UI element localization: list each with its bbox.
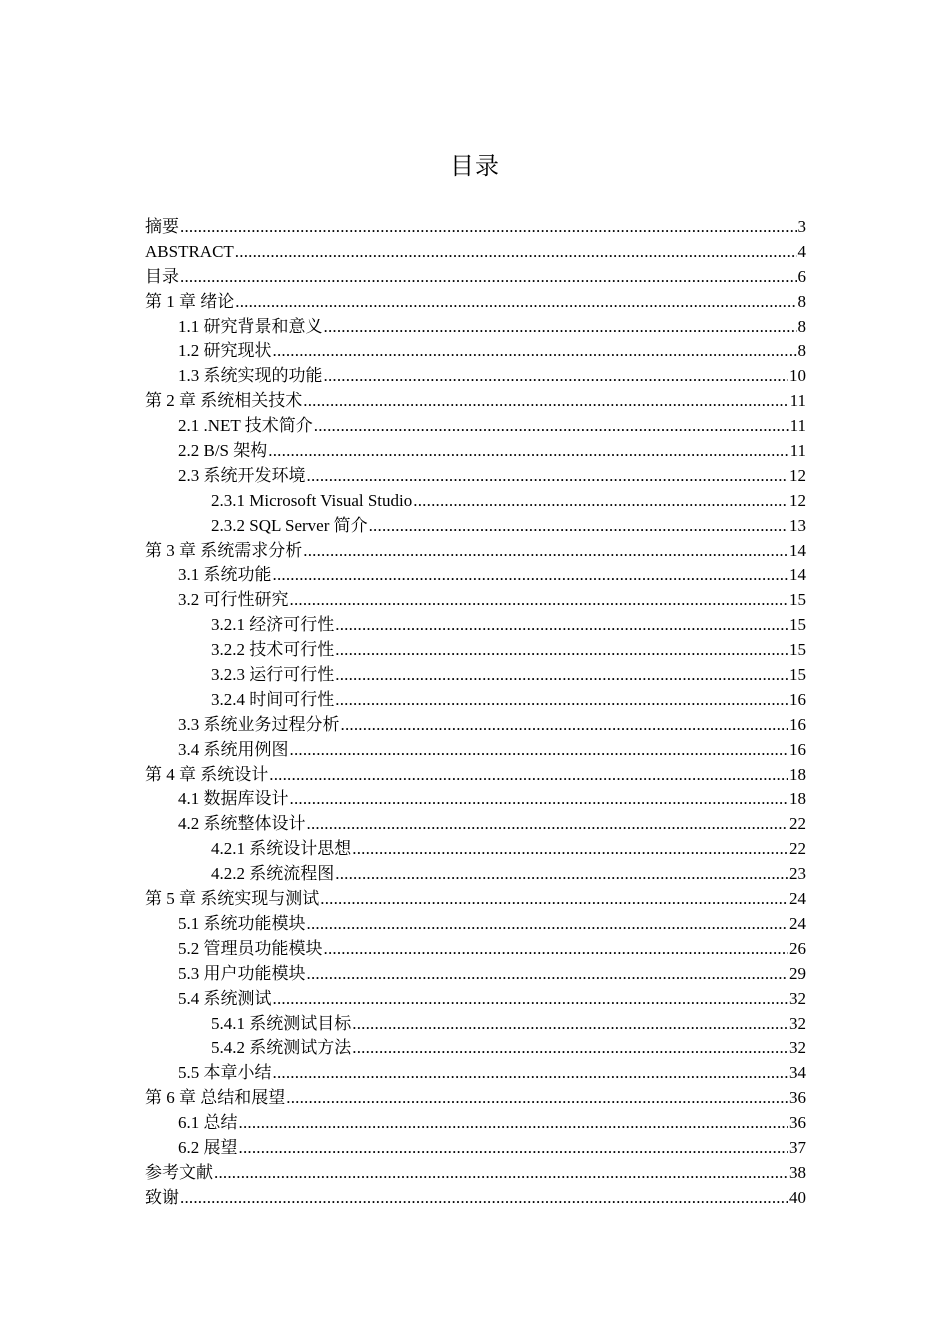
toc-entry[interactable] <box>145 588 806 613</box>
toc-entry[interactable] <box>145 713 806 738</box>
toc-entry-page-number: 22 <box>789 814 806 834</box>
toc-entry-page-number: 15 <box>789 615 806 635</box>
toc-entry[interactable] <box>145 215 806 240</box>
toc-dot-leader <box>307 464 789 489</box>
toc-entry-page-number: 32 <box>789 1038 806 1058</box>
toc-dot-leader <box>239 1111 789 1136</box>
toc-entry[interactable] <box>145 862 806 887</box>
toc-entry-page-number: 18 <box>789 789 806 809</box>
toc-entry-label: 第 5 章 系统实现与测试 <box>145 889 320 909</box>
toc-entry-label: 5.4.1 系统测试目标 <box>211 1013 352 1033</box>
toc-dot-leader <box>180 1186 788 1211</box>
toc-dot-leader <box>413 489 788 514</box>
toc-entry[interactable] <box>145 638 806 663</box>
toc-entry-page-number: 18 <box>789 764 806 784</box>
toc-entry-page-number: 13 <box>789 515 806 535</box>
toc-entry[interactable] <box>145 987 806 1012</box>
toc-entry-label: 3.2 可行性研究 <box>178 590 289 610</box>
toc-dot-leader <box>335 663 788 688</box>
toc-entry-label: 3.1 系统功能 <box>178 565 272 585</box>
toc-entry-page-number: 26 <box>789 938 806 958</box>
toc-entry-label: 5.1 系统功能模块 <box>178 913 306 933</box>
toc-dot-leader <box>335 638 788 663</box>
toc-entry-page-number: 36 <box>789 1113 806 1133</box>
toc-entry-label: 4.2.1 系统设计思想 <box>211 839 352 859</box>
toc-dot-leader <box>273 987 789 1012</box>
toc-dot-leader <box>335 862 788 887</box>
toc-entry[interactable] <box>145 912 806 937</box>
toc-dot-leader <box>324 364 789 389</box>
toc-entry[interactable] <box>145 1036 806 1061</box>
toc-entry-page-number: 24 <box>789 913 806 933</box>
toc-dot-leader <box>214 1161 788 1186</box>
toc-entry-label: 5.4 系统测试 <box>178 988 272 1008</box>
toc-dot-leader <box>290 588 789 613</box>
toc-entry-label: 1.3 系统实现的功能 <box>178 366 323 386</box>
toc-entry[interactable] <box>145 1086 806 1111</box>
toc-entry[interactable] <box>145 688 806 713</box>
toc-entry[interactable] <box>145 887 806 912</box>
toc-entry-page-number: 11 <box>789 416 806 436</box>
toc-entry[interactable] <box>145 414 806 439</box>
toc-entry[interactable] <box>145 787 806 812</box>
toc-dot-leader <box>303 389 788 414</box>
toc-entry[interactable] <box>145 464 806 489</box>
toc-entry[interactable] <box>145 663 806 688</box>
toc-entry[interactable] <box>145 1136 806 1161</box>
toc-entry-page-number: 15 <box>789 665 806 685</box>
toc-entry-label: ABSTRACT <box>145 241 234 261</box>
toc-entry-page-number: 8 <box>797 316 806 336</box>
toc-entry-page-number: 11 <box>789 391 806 411</box>
toc-entry-page-number: 8 <box>797 291 806 311</box>
toc-entry-page-number: 37 <box>789 1137 806 1157</box>
toc-dot-leader <box>369 514 788 539</box>
toc-entry[interactable] <box>145 1012 806 1037</box>
toc-entry-label: 4.2.2 系统流程图 <box>211 864 335 884</box>
page-title: 目录 <box>450 152 500 180</box>
toc-dot-leader <box>235 240 797 265</box>
toc-entry[interactable] <box>145 1161 806 1186</box>
toc-dot-leader <box>303 539 788 564</box>
toc-dot-leader <box>320 887 788 912</box>
toc-dot-leader <box>335 688 788 713</box>
toc-dot-leader <box>268 439 788 464</box>
toc-entry-page-number: 38 <box>789 1162 806 1182</box>
toc-entry[interactable] <box>145 539 806 564</box>
toc-dot-leader <box>314 414 789 439</box>
toc-dot-leader <box>307 812 789 837</box>
toc-dot-leader <box>273 1061 789 1086</box>
toc-entry-label: 第 1 章 绪论 <box>145 291 235 311</box>
toc-entry[interactable] <box>145 364 806 389</box>
table-of-contents <box>145 215 806 1211</box>
toc-entry-page-number: 32 <box>789 988 806 1008</box>
toc-entry-label: 参考文献 <box>145 1162 213 1182</box>
toc-dot-leader <box>273 563 789 588</box>
toc-entry[interactable] <box>145 937 806 962</box>
toc-entry-label: 2.3.1 Microsoft Visual Studio <box>211 490 413 510</box>
toc-entry-page-number: 24 <box>789 889 806 909</box>
toc-entry-page-number: 14 <box>789 540 806 560</box>
toc-entry-label: 4.1 数据库设计 <box>178 789 289 809</box>
toc-dot-leader <box>324 315 797 340</box>
toc-entry-label: 1.1 研究背景和意义 <box>178 316 323 336</box>
toc-entry-label: 1.2 研究现状 <box>178 341 272 361</box>
toc-entry[interactable] <box>145 514 806 539</box>
toc-entry-page-number: 16 <box>789 739 806 759</box>
toc-entry-label: 3.2.1 经济可行性 <box>211 615 335 635</box>
toc-dot-leader <box>307 912 789 937</box>
toc-entry-label: 2.2 B/S 架构 <box>178 441 268 461</box>
toc-entry-label: 摘要 <box>145 217 179 236</box>
toc-entry-page-number: 11 <box>789 441 806 461</box>
toc-entry-label: 致谢 <box>145 1187 179 1207</box>
toc-entry-page-number: 3 <box>797 217 806 236</box>
toc-entry[interactable] <box>145 265 806 290</box>
toc-entry-label: 2.3.2 SQL Server 简介 <box>211 515 368 535</box>
toc-dot-leader <box>269 763 788 788</box>
toc-entry[interactable] <box>145 563 806 588</box>
toc-entry[interactable] <box>145 1186 806 1211</box>
toc-entry-label: 第 2 章 系统相关技术 <box>145 391 303 411</box>
toc-entry-label: 3.3 系统业务过程分析 <box>178 714 340 734</box>
toc-entry[interactable] <box>145 1111 806 1136</box>
toc-entry[interactable] <box>145 489 806 514</box>
toc-entry-label: 2.1 .NET 技术简介 <box>178 416 313 436</box>
toc-entry-page-number: 8 <box>797 341 806 361</box>
toc-entry-page-number: 32 <box>789 1013 806 1033</box>
toc-entry[interactable] <box>145 763 806 788</box>
toc-entry-label: 第 3 章 系统需求分析 <box>145 540 303 560</box>
toc-entry[interactable] <box>145 962 806 987</box>
toc-entry[interactable] <box>145 339 806 364</box>
toc-entry[interactable] <box>145 837 806 862</box>
toc-entry-page-number: 16 <box>789 689 806 709</box>
toc-entry-label: 3.2.3 运行可行性 <box>211 665 335 685</box>
toc-entry[interactable] <box>145 290 806 315</box>
toc-dot-leader <box>286 1086 788 1111</box>
toc-dot-leader <box>180 265 797 290</box>
toc-entry-label: 3.2.2 技术可行性 <box>211 640 335 660</box>
toc-entry-page-number: 14 <box>789 565 806 585</box>
toc-dot-leader <box>307 962 789 987</box>
toc-entry-label: 第 4 章 系统设计 <box>145 764 269 784</box>
toc-entry-label: 5.5 本章小结 <box>178 1063 272 1083</box>
toc-entry-label: 目录 <box>145 266 179 286</box>
toc-entry-page-number: 16 <box>789 714 806 734</box>
toc-entry[interactable] <box>145 613 806 638</box>
toc-entry[interactable] <box>145 439 806 464</box>
toc-entry-page-number: 15 <box>789 640 806 660</box>
toc-entry-page-number: 4 <box>797 241 806 261</box>
toc-dot-leader <box>352 837 788 862</box>
toc-entry-page-number: 15 <box>789 590 806 610</box>
toc-entry-label: 4.2 系统整体设计 <box>178 814 306 834</box>
toc-entry[interactable] <box>145 240 806 265</box>
toc-entry-label: 3.4 系统用例图 <box>178 739 289 759</box>
toc-entry-page-number: 36 <box>789 1088 806 1108</box>
toc-entry-page-number: 6 <box>797 266 806 286</box>
toc-entry-label: 3.2.4 时间可行性 <box>211 689 335 709</box>
toc-dot-leader <box>235 290 796 315</box>
toc-entry-label: 第 6 章 总结和展望 <box>145 1088 286 1108</box>
toc-entry-page-number: 22 <box>789 839 806 859</box>
toc-dot-leader <box>290 738 789 763</box>
toc-entry-label: 6.1 总结 <box>178 1113 238 1133</box>
toc-entry-label: 5.4.2 系统测试方法 <box>211 1038 352 1058</box>
toc-dot-leader <box>335 613 788 638</box>
toc-dot-leader <box>341 713 789 738</box>
toc-entry-label: 5.3 用户功能模块 <box>178 963 306 983</box>
toc-dot-leader <box>239 1136 789 1161</box>
toc-dot-leader <box>290 787 789 812</box>
toc-entry-page-number: 34 <box>789 1063 806 1083</box>
toc-entry-label: 2.3 系统开发环境 <box>178 465 306 485</box>
toc-entry[interactable] <box>145 389 806 414</box>
toc-entry-label: 5.2 管理员功能模块 <box>178 938 323 958</box>
toc-entry-page-number: 23 <box>789 864 806 884</box>
toc-dot-leader <box>324 937 789 962</box>
toc-entry-page-number: 40 <box>789 1187 806 1207</box>
toc-dot-leader <box>273 339 797 364</box>
toc-entry-page-number: 12 <box>789 465 806 485</box>
toc-dot-leader <box>180 215 797 240</box>
toc-entry-page-number: 29 <box>789 963 806 983</box>
toc-entry[interactable] <box>145 812 806 837</box>
toc-entry[interactable] <box>145 1061 806 1086</box>
toc-entry-page-number: 10 <box>789 366 806 386</box>
toc-dot-leader <box>352 1036 788 1061</box>
toc-dot-leader <box>352 1012 788 1037</box>
toc-entry[interactable] <box>145 738 806 763</box>
toc-entry[interactable] <box>145 315 806 340</box>
toc-entry-page-number: 12 <box>789 490 806 510</box>
toc-entry-label: 6.2 展望 <box>178 1137 238 1157</box>
